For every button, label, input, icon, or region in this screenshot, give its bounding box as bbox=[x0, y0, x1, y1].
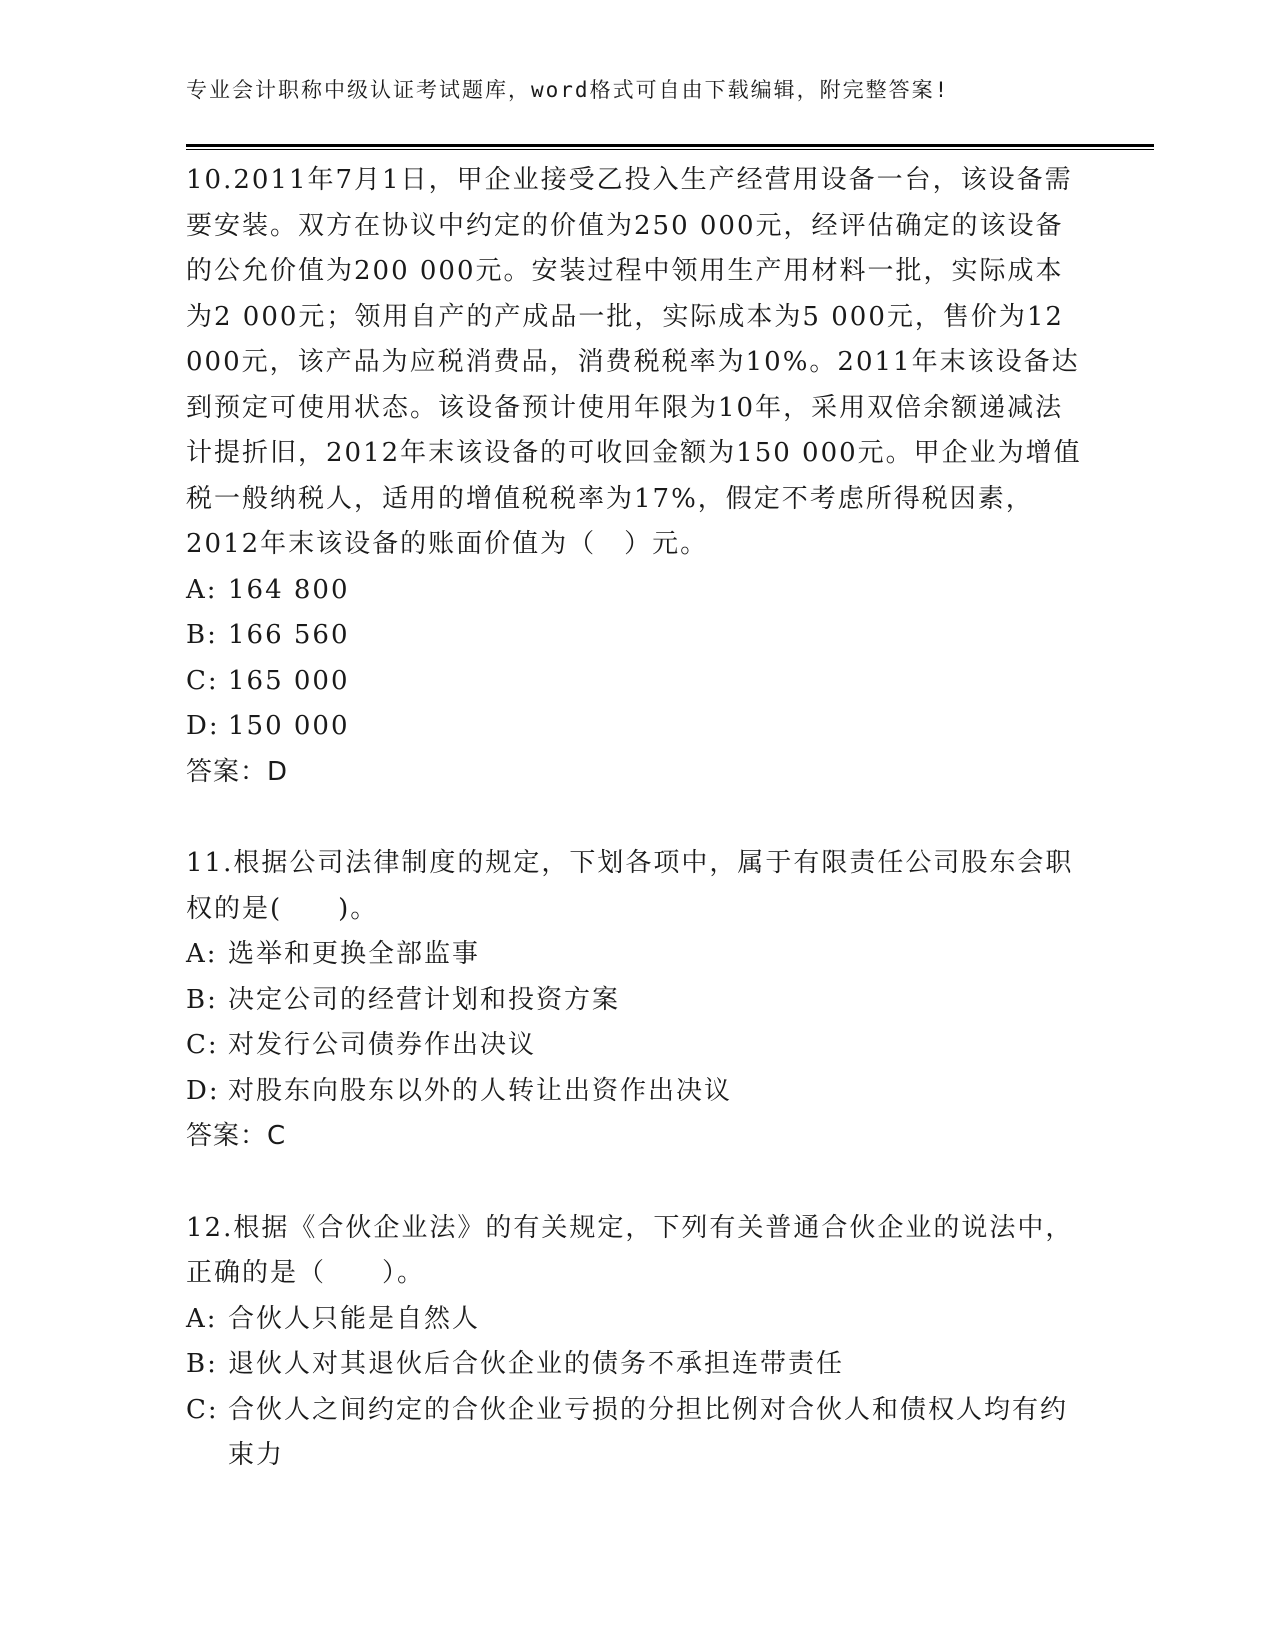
question-spacer bbox=[186, 795, 1086, 841]
option-b bbox=[186, 613, 1086, 659]
option-letter: B: bbox=[186, 620, 218, 650]
option-text: 退伙人对其退伙后合伙企业的债务不承担连带责任 bbox=[228, 1349, 845, 1379]
option-text: 165 000 bbox=[228, 665, 350, 696]
option-text: 166 560 bbox=[228, 620, 350, 650]
option-b bbox=[186, 978, 1086, 1024]
option-text: 164 800 bbox=[228, 574, 350, 605]
answer-line: 答案：D bbox=[186, 756, 289, 787]
answer-line: 答案：C bbox=[186, 1121, 287, 1151]
option-text: 选举和更换全部监事 bbox=[228, 939, 481, 969]
option-c bbox=[186, 659, 1086, 705]
option-letter: D: bbox=[186, 711, 220, 741]
question-10 bbox=[186, 158, 1086, 795]
option-letter: B: bbox=[186, 984, 218, 1015]
question-12 bbox=[186, 1206, 1086, 1479]
question-list bbox=[186, 158, 1086, 1479]
option-text: 对股东向股东以外的人转让出资作出决议 bbox=[228, 1075, 733, 1106]
option-letter: C: bbox=[186, 1394, 219, 1425]
header-rule-thick bbox=[186, 144, 1154, 147]
header-rule-thin bbox=[186, 149, 1154, 150]
option-d bbox=[186, 704, 1086, 750]
option-letter: A: bbox=[186, 1303, 218, 1334]
option-a bbox=[186, 1297, 1086, 1343]
question-text: 11.根据公司法律制度的规定，下划各项中，属于有限责任公司股东会职权的是( )。 bbox=[186, 848, 1074, 924]
option-letter: C: bbox=[186, 665, 219, 696]
question-spacer bbox=[186, 1160, 1086, 1206]
option-a bbox=[186, 932, 1086, 978]
option-text: 决定公司的经营计划和投资方案 bbox=[228, 984, 621, 1015]
option-c bbox=[186, 1023, 1086, 1069]
option-letter: A: bbox=[186, 939, 218, 969]
question-11 bbox=[186, 841, 1086, 1160]
option-text: 合伙人之间约定的合伙企业亏损的分担比例对合伙人和债权人均有约束力 bbox=[228, 1394, 1069, 1470]
question-text: 10.2011年7月1日，甲企业接受乙投入生产经营用设备一台，该设备需要安装。双方在协议中约定的价值为250 000元，经评估确定的该设备的公允价值为200 000元。安装过程中领用生产用材料一批，实际成本为2 000元；领用自产的产成品一批，实际成本为5 000元，售价为12 000元，该产品为应税消费品，消费税税率为10%。2011年末该设备达到预定可使用状态。该设备预计使用年限为10年，采用双倍余额递减法计提折旧，2012年末该设备的可收回金额为150 000元。甲企业为增值税一般纳税人，适用的增值税税率为17%，假定不考虑所得税因素，2012年末该设备的账面价值为（ ）元。 bbox=[186, 165, 1082, 559]
option-letter: D: bbox=[186, 1075, 220, 1106]
option-text: 对发行公司债券作出决议 bbox=[228, 1030, 537, 1060]
question-text: 12.根据《合伙企业法》的有关规定，下列有关普通合伙企业的说法中，正确的是（ ）。 bbox=[186, 1212, 1074, 1288]
option-letter: C: bbox=[186, 1030, 219, 1060]
option-letter: B: bbox=[186, 1349, 218, 1379]
option-c bbox=[186, 1388, 1086, 1479]
option-text: 150 000 bbox=[228, 711, 350, 741]
option-b bbox=[186, 1342, 1086, 1388]
page-header: 专业会计职称中级认证考试题库，word格式可自由下载编辑，附完整答案! bbox=[186, 78, 950, 102]
option-text: 合伙人只能是自然人 bbox=[228, 1303, 481, 1334]
option-a bbox=[186, 568, 1086, 614]
option-d bbox=[186, 1069, 1086, 1115]
option-letter: A: bbox=[186, 574, 218, 605]
